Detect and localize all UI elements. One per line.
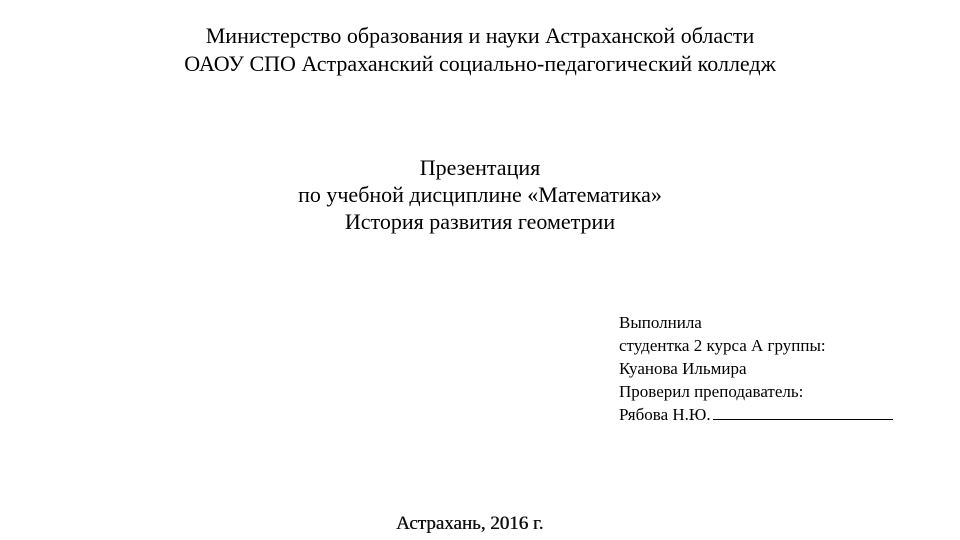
- ministry-name: Министерство образования и науки Астраханской области: [205, 23, 755, 48]
- college-name: ОАОУ СПО Астраханский социально-педагогический колледж: [184, 51, 776, 76]
- signature-line: [713, 419, 893, 420]
- topic-title: История развития геометрии: [344, 209, 616, 234]
- performed-label: Выполнила: [619, 313, 702, 332]
- header: [0, 22, 960, 78]
- title-block: [0, 154, 960, 235]
- checked-label: Проверил преподаватель:: [619, 382, 804, 401]
- student-name: Куанова Ильмира: [619, 359, 747, 378]
- document-type: Презентация: [419, 155, 541, 180]
- city-year: Астрахань, 2016 г.: [396, 513, 544, 534]
- teacher-name: Рябова Н.Ю.: [619, 405, 711, 424]
- discipline-line: по учебной дисциплине «Математика»: [298, 182, 662, 207]
- teacher-row: [619, 403, 893, 426]
- student-description: студентка 2 курса А группы:: [619, 336, 826, 355]
- author-block: [619, 311, 893, 426]
